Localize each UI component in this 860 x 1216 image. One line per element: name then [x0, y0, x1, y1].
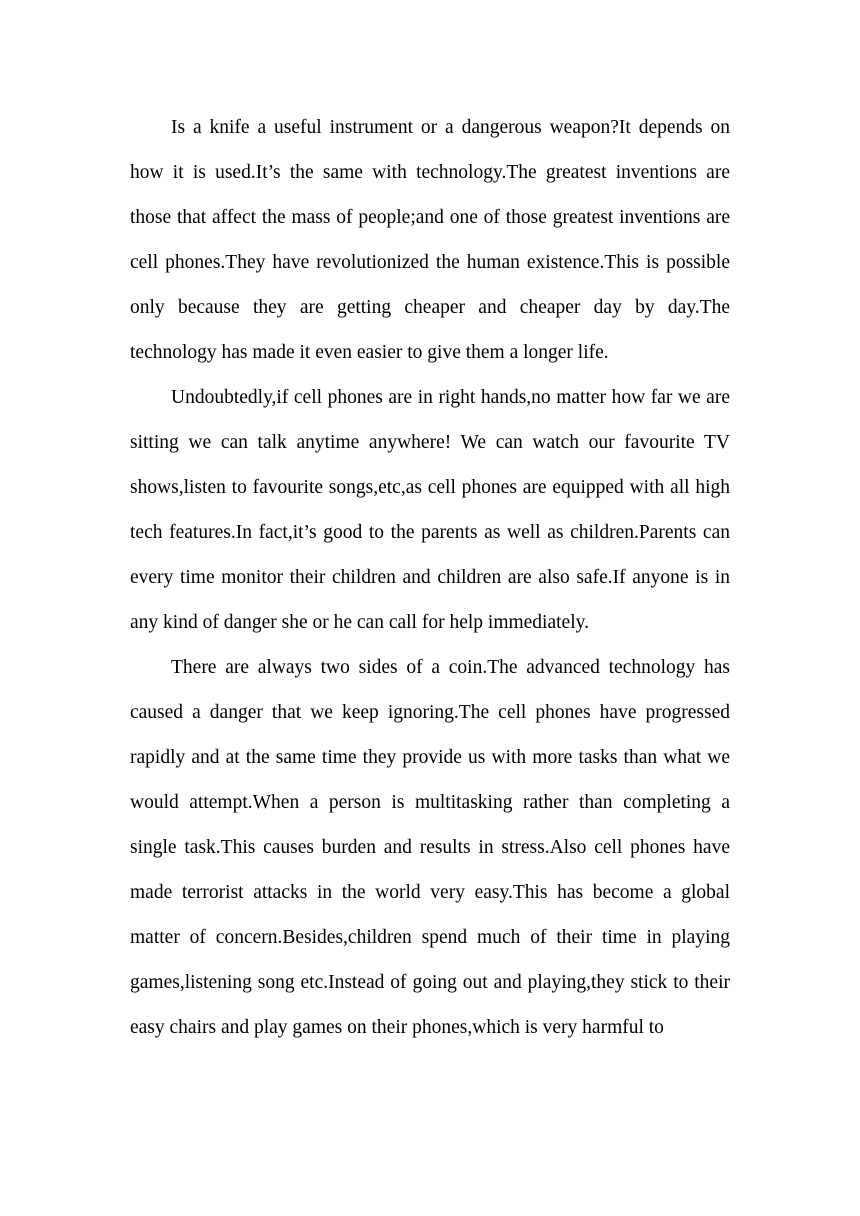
paragraph-1: Is a knife a useful instrument or a dangerous weapon?It depends on how it is used.It’s the same with technology.The greatest inventions are those that affect the mass of people;and one of those greatest inventions are cell phones.They have revolutionized the human existence.This is possible only because they are getting cheaper and cheaper day by day.The technology has made it even easier to give them a longer life.	[130, 117, 730, 363]
essay-body	[130, 105, 730, 1050]
paragraph-3: There are always two sides of a coin.The advanced technology has caused a danger that we keep ignoring.The cell phones have progressed rapidly and at the same time they provide us with more tasks than what we would attempt.When a person is multitasking rather than completing a single task.This causes burden and results in stress.Also cell phones have made terrorist attacks in the world very easy.This has become a global matter of concern.Besides,children spend much of their time in playing games,listening song etc.Instead of going out and playing,they stick to their easy chairs and play games on their phones,which is very harmful to	[130, 657, 730, 1038]
paragraph-2: Undoubtedly,if cell phones are in right hands,no matter how far we are sitting we can talk anytime anywhere! We can watch our favourite TV shows,listen to favourite songs,etc,as cell phones are equipped with all high tech features.In fact,it’s good to the parents as well as children.Parents can every time monitor their children and children are also safe.If anyone is in any kind of danger she or he can call for help immediately.	[130, 387, 730, 633]
